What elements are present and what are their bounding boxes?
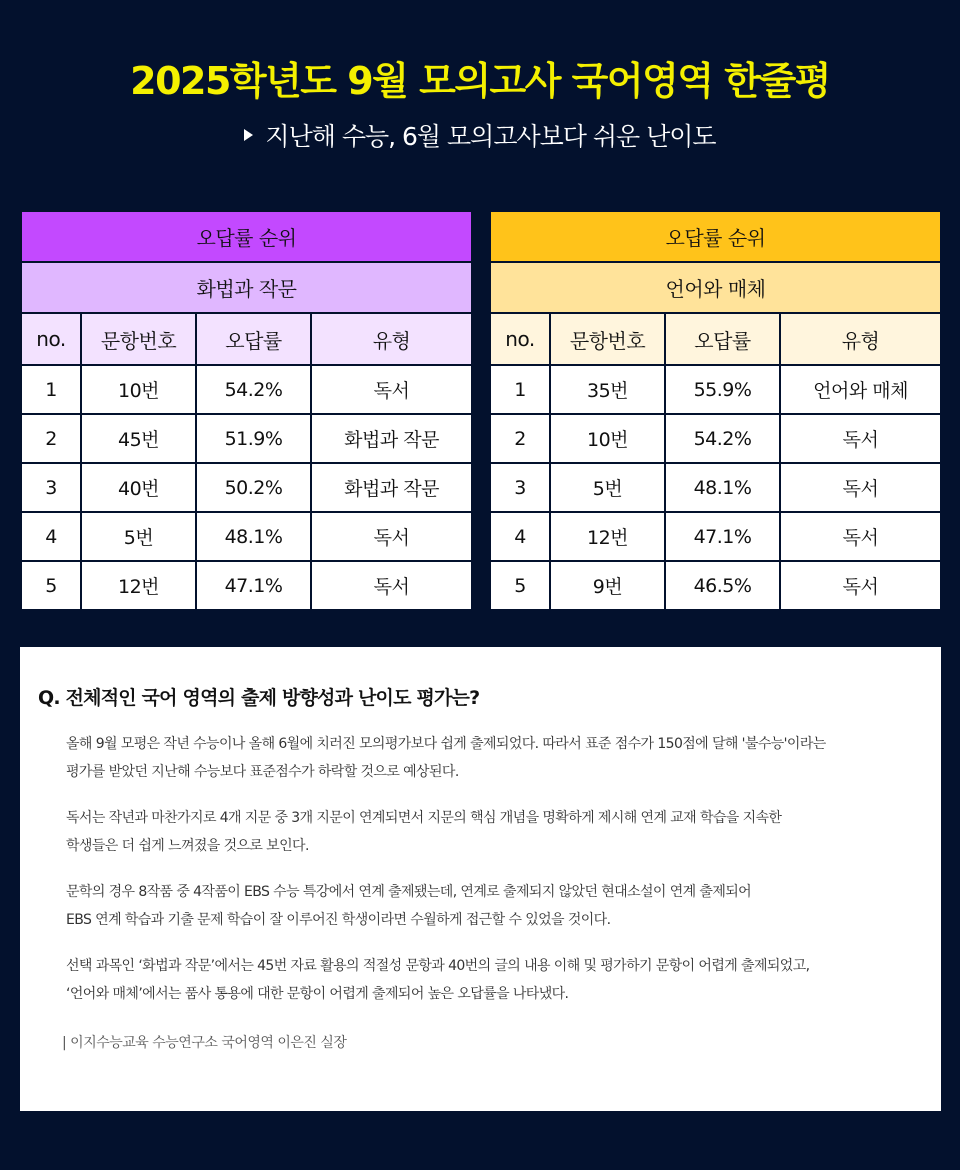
column-header-question-number: 문항번호 <box>81 313 196 365</box>
qa-section <box>20 647 941 1111</box>
table-row <box>490 365 941 414</box>
cell-type: 독서 <box>780 561 941 610</box>
cell-type: 독서 <box>780 512 941 561</box>
answer-paragraph <box>66 730 897 786</box>
cell-no: 4 <box>490 512 550 561</box>
table-heading: 오답률 순위 <box>490 211 941 262</box>
cell-question-number: 35번 <box>550 365 665 414</box>
cell-error-rate: 55.9% <box>665 365 780 414</box>
cell-type: 언어와 매체 <box>780 365 941 414</box>
error-rate-table-speech-writing <box>20 210 473 611</box>
cell-question-number: 5번 <box>550 463 665 512</box>
cell-error-rate: 48.1% <box>665 463 780 512</box>
answer-line: 선택 과목인 ‘화법과 작문’에서는 45번 자료 활용의 적절성 문항과 40번의 글의 내용 이해 및 평가하기 문항이 어렵게 출제되었고, <box>66 958 810 974</box>
cell-type: 독서 <box>780 414 941 463</box>
cell-question-number: 45번 <box>81 414 196 463</box>
qa-question: Q. 전체적인 국어 영역의 출제 방향성과 난이도 평가는? <box>38 687 480 709</box>
cell-type: 독서 <box>311 561 472 610</box>
cell-no: 5 <box>21 561 81 610</box>
answer-paragraph <box>66 878 897 934</box>
answer-line: ‘언어와 매체’에서는 품사 통용에 대한 문항이 어렵게 출제되어 높은 오답률을 나타냈다. <box>66 986 569 1002</box>
cell-no: 3 <box>21 463 81 512</box>
table-subject: 언어와 매체 <box>490 262 941 313</box>
answer-paragraph <box>66 804 897 860</box>
table-heading: 오답률 순위 <box>21 211 472 262</box>
cell-error-rate: 50.2% <box>196 463 311 512</box>
cell-type: 독서 <box>311 365 472 414</box>
cell-type: 화법과 작문 <box>311 414 472 463</box>
cell-question-number: 12번 <box>550 512 665 561</box>
column-header-question-number: 문항번호 <box>550 313 665 365</box>
table-row <box>21 414 472 463</box>
cell-no: 1 <box>490 365 550 414</box>
cell-error-rate: 51.9% <box>196 414 311 463</box>
column-header-type: 유형 <box>780 313 941 365</box>
cell-type: 독서 <box>311 512 472 561</box>
cell-error-rate: 54.2% <box>196 365 311 414</box>
column-header-error-rate: 오답률 <box>665 313 780 365</box>
table-row <box>490 561 941 610</box>
column-header-type: 유형 <box>311 313 472 365</box>
cell-type: 독서 <box>780 463 941 512</box>
table-row <box>490 512 941 561</box>
triangle-bullet-icon <box>244 129 253 141</box>
column-header-error-rate: 오답률 <box>196 313 311 365</box>
cell-question-number: 9번 <box>550 561 665 610</box>
error-rate-table-language-media <box>489 210 942 611</box>
cell-error-rate: 48.1% <box>196 512 311 561</box>
cell-error-rate: 47.1% <box>665 512 780 561</box>
answer-line: 문학의 경우 8작품 중 4작품이 EBS 수능 특강에서 연계 출제됐는데, 연계로 출제되지 않았던 현대소설이 연계 출제되어 <box>66 884 752 900</box>
cell-no: 1 <box>21 365 81 414</box>
answer-line: 평가를 받았던 지난해 수능보다 표준점수가 하락할 것으로 예상된다. <box>66 764 459 780</box>
page-subtitle <box>0 117 960 153</box>
table-row <box>21 561 472 610</box>
table-row <box>21 512 472 561</box>
column-header-no: no. <box>490 313 550 365</box>
table-row <box>21 365 472 414</box>
answer-line: 올해 9월 모평은 작년 수능이나 올해 6월에 치러진 모의평가보다 쉽게 출제되었다. 따라서 표준 점수가 150점에 달해 '불수능'이라는 <box>66 736 826 752</box>
cell-error-rate: 46.5% <box>665 561 780 610</box>
cell-error-rate: 54.2% <box>665 414 780 463</box>
table-row <box>490 463 941 512</box>
table-row <box>21 463 472 512</box>
answer-line: 독서는 작년과 마찬가지로 4개 지문 중 3개 지문이 연계되면서 지문의 핵심 개념을 명확하게 제시해 연계 교재 학습을 지속한 <box>66 810 782 826</box>
qa-source: | 이지수능교육 수능연구소 국어영역 이은진 실장 <box>62 1035 347 1051</box>
cell-no: 4 <box>21 512 81 561</box>
table-row <box>490 414 941 463</box>
cell-no: 2 <box>490 414 550 463</box>
cell-question-number: 12번 <box>81 561 196 610</box>
cell-no: 3 <box>490 463 550 512</box>
cell-question-number: 40번 <box>81 463 196 512</box>
answer-line: EBS 연계 학습과 기출 문제 학습이 잘 이루어진 학생이라면 수월하게 접근할 수 있었을 것이다. <box>66 912 611 928</box>
cell-question-number: 10번 <box>550 414 665 463</box>
answer-paragraph <box>66 952 897 1008</box>
column-header-no: no. <box>21 313 81 365</box>
cell-question-number: 5번 <box>81 512 196 561</box>
cell-question-number: 10번 <box>81 365 196 414</box>
cell-error-rate: 47.1% <box>196 561 311 610</box>
cell-no: 5 <box>490 561 550 610</box>
subtitle-text: 지난해 수능, 6월 모의고사보다 쉬운 난이도 <box>265 122 716 151</box>
qa-answer <box>38 730 897 1008</box>
cell-no: 2 <box>21 414 81 463</box>
answer-line: 학생들은 더 쉽게 느껴졌을 것으로 보인다. <box>66 838 309 854</box>
cell-type: 화법과 작문 <box>311 463 472 512</box>
table-subject: 화법과 작문 <box>21 262 472 313</box>
page-title: 2025학년도 9월 모의고사 국어영역 한줄평 <box>130 59 830 103</box>
